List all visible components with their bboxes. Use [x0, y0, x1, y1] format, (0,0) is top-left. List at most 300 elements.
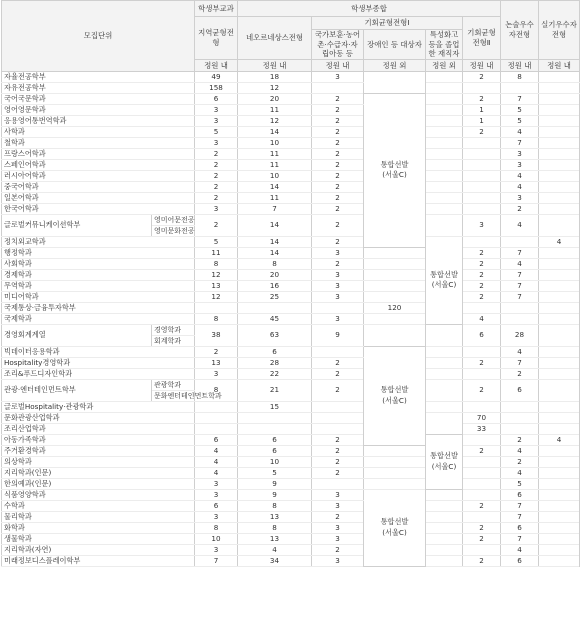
campus-label: (서울C) [382, 395, 407, 405]
empty-cell [539, 280, 580, 291]
quota-value: 2 [195, 214, 238, 236]
quota-value: 11 [195, 247, 238, 258]
quota-value: 8 [195, 522, 238, 533]
empty-cell [364, 258, 426, 269]
empty-cell [539, 170, 580, 181]
empty-cell [501, 423, 539, 434]
empty-cell [463, 401, 501, 412]
unit-name: 관광·엔터테인먼트학부 [2, 379, 152, 401]
table-row [2, 555, 580, 566]
table-row [2, 346, 580, 357]
table-row [2, 192, 580, 203]
quota-value: 7 [501, 291, 539, 302]
table-row [2, 533, 580, 544]
unit-name: 경영회계계열 [2, 324, 152, 346]
table-row [2, 544, 580, 555]
unit-name: 생물학과 [2, 533, 195, 544]
empty-cell [364, 456, 426, 467]
table-row [2, 126, 580, 137]
quota-value: 2 [463, 445, 501, 456]
quota-value: 1 [463, 115, 501, 126]
quota-value: 13 [195, 280, 238, 291]
quota-value: 3 [195, 203, 238, 214]
quota-value: 10 [195, 533, 238, 544]
empty-cell [463, 478, 501, 489]
table-row [2, 247, 580, 258]
quota-value: 2 [501, 368, 539, 379]
quota-value: 14 [238, 247, 312, 258]
empty-cell [426, 522, 463, 533]
empty-cell [426, 357, 463, 368]
header-opportunity1: 기회균형전형Ⅰ [312, 17, 463, 30]
quota-value: 4 [539, 434, 580, 445]
empty-cell [539, 456, 580, 467]
empty-cell [539, 148, 580, 159]
quota-value: 4 [539, 236, 580, 247]
quota-value: 33 [463, 423, 501, 434]
table-row [2, 93, 580, 104]
quota-value: 2 [312, 104, 364, 115]
header-opportunity2: 기회균형전형Ⅱ [463, 17, 501, 60]
empty-cell [539, 192, 580, 203]
quota-value: 2 [312, 368, 364, 379]
unit-name: 일본어학과 [2, 192, 195, 203]
header-neo: 네오르네상스전형 [238, 17, 312, 60]
quota-value: 8 [195, 258, 238, 269]
quota-value: 14 [238, 236, 312, 247]
empty-cell [501, 412, 539, 423]
quota-value: 2 [463, 71, 501, 82]
quota-value: 7 [501, 280, 539, 291]
quota-value: 49 [195, 71, 238, 82]
quota-value: 4 [501, 181, 539, 192]
quota-value: 3 [501, 159, 539, 170]
empty-cell [463, 236, 501, 247]
empty-cell [364, 247, 426, 258]
quota-value: 2 [312, 236, 364, 247]
quota-value: 5 [238, 467, 312, 478]
table-row [2, 214, 580, 225]
empty-cell [539, 522, 580, 533]
quota-value: 18 [238, 71, 312, 82]
header-practical: 실기우수자전형 [539, 1, 580, 60]
header-hs-school: 학생부교과 [195, 1, 238, 17]
empty-cell [539, 555, 580, 566]
table-row [2, 401, 580, 412]
unit-name: 행정학과 [2, 247, 195, 258]
quota-value: 7 [501, 357, 539, 368]
quota-value: 4 [501, 445, 539, 456]
quota-value: 158 [195, 82, 238, 93]
empty-cell [539, 269, 580, 280]
quota-value: 2 [312, 258, 364, 269]
quota-value: 16 [238, 280, 312, 291]
unit-name: 지리학과(자연) [2, 544, 195, 555]
quota-value: 70 [463, 412, 501, 423]
quota-value: 63 [238, 324, 312, 346]
empty-cell [463, 159, 501, 170]
integrated-label: 통합선발 [380, 517, 409, 527]
quota-value: 5 [195, 126, 238, 137]
quota-value: 4 [501, 170, 539, 181]
quota-value: 12 [238, 82, 312, 93]
unit-name: 빅데이터응용학과 [2, 346, 195, 357]
empty-cell [463, 456, 501, 467]
empty-cell [463, 148, 501, 159]
empty-cell [463, 181, 501, 192]
quota-value: 3 [312, 269, 364, 280]
empty-cell [312, 401, 364, 412]
quota-value: 2 [312, 511, 364, 522]
unit-name: 미디어학과 [2, 291, 195, 302]
quota-value: 2 [312, 456, 364, 467]
quota-value: 2 [312, 93, 364, 104]
unit-name: 러시아어학과 [2, 170, 195, 181]
unit-name: 정치외교학과 [2, 236, 195, 247]
empty-cell [539, 159, 580, 170]
quota-value: 2 [195, 170, 238, 181]
header-quota-in: 정원 내 [312, 59, 364, 71]
empty-cell [539, 368, 580, 379]
empty-cell [539, 401, 580, 412]
empty-cell [463, 511, 501, 522]
quota-value: 13 [195, 357, 238, 368]
table-row [2, 489, 580, 500]
empty-cell [539, 71, 580, 82]
quota-value: 2 [195, 346, 238, 357]
quota-value: 3 [501, 192, 539, 203]
quota-value: 2 [312, 467, 364, 478]
empty-cell [195, 412, 238, 423]
quota-value: 2 [312, 203, 364, 214]
unit-name: 자유전공학부 [2, 82, 195, 93]
quota-value: 6 [501, 489, 539, 500]
empty-cell [539, 324, 580, 346]
empty-cell [364, 269, 426, 280]
unit-name: 한의예과(인문) [2, 478, 195, 489]
table-row [2, 148, 580, 159]
header-national: 국가보훈·농어촌·수급자·자립아동 등 [312, 30, 364, 60]
empty-cell [539, 82, 580, 93]
empty-cell [539, 181, 580, 192]
quota-value: 7 [501, 533, 539, 544]
empty-cell [539, 478, 580, 489]
unit-name: 철학과 [2, 137, 195, 148]
table-row [2, 115, 580, 126]
empty-cell [539, 104, 580, 115]
table-row [2, 236, 580, 247]
quota-value: 12 [238, 115, 312, 126]
sub-unit-name: 관광학과 [152, 379, 195, 390]
empty-cell [426, 500, 463, 511]
empty-cell [364, 478, 426, 489]
quota-value: 2 [312, 115, 364, 126]
table-row [2, 137, 580, 148]
table-row [2, 357, 580, 368]
quota-value: 2 [312, 357, 364, 368]
quota-value: 7 [501, 93, 539, 104]
unit-name: 글로벌커뮤니케이션학부 [2, 214, 152, 236]
header-quota-out: 정원 외 [426, 59, 463, 71]
quota-value: 8 [501, 71, 539, 82]
table-row [2, 478, 580, 489]
empty-cell [539, 115, 580, 126]
quota-value: 3 [312, 555, 364, 566]
quota-value: 2 [463, 258, 501, 269]
empty-cell [364, 445, 426, 456]
unit-name: 영어영문학과 [2, 104, 195, 115]
quota-value: 11 [238, 192, 312, 203]
empty-cell [539, 511, 580, 522]
empty-cell [539, 500, 580, 511]
empty-cell [364, 467, 426, 478]
quota-value: 2 [501, 203, 539, 214]
table-row [2, 302, 580, 313]
table-row [2, 291, 580, 302]
integrated-selection-cell [426, 236, 463, 324]
empty-cell [539, 203, 580, 214]
unit-name: 국제통상·금융투자학부 [2, 302, 195, 313]
empty-cell [426, 137, 463, 148]
table-row [2, 82, 580, 93]
empty-cell [539, 126, 580, 137]
quota-value: 3 [312, 313, 364, 324]
quota-value: 8 [195, 379, 238, 401]
empty-cell [426, 104, 463, 115]
quota-value: 7 [501, 269, 539, 280]
table-row [2, 71, 580, 82]
campus-label: (서울C) [382, 527, 407, 537]
quota-value: 10 [238, 456, 312, 467]
empty-cell [426, 82, 463, 93]
empty-cell [426, 170, 463, 181]
empty-cell [539, 291, 580, 302]
quota-value: 20 [238, 93, 312, 104]
empty-cell [539, 445, 580, 456]
quota-value: 3 [195, 478, 238, 489]
table-row [2, 170, 580, 181]
unit-name: 지리학과(인문) [2, 467, 195, 478]
empty-cell [195, 302, 238, 313]
empty-cell [426, 368, 463, 379]
unit-name: 국어국문학과 [2, 93, 195, 104]
quota-value: 25 [238, 291, 312, 302]
quota-value: 14 [238, 126, 312, 137]
empty-cell [463, 192, 501, 203]
quota-value: 7 [501, 511, 539, 522]
quota-value: 6 [195, 434, 238, 445]
integrated-label: 통합선발 [430, 269, 458, 279]
quota-value: 3 [312, 522, 364, 533]
unit-name: 조리산업학과 [2, 423, 195, 434]
table-row [2, 467, 580, 478]
empty-cell [539, 412, 580, 423]
unit-name: 수학과 [2, 500, 195, 511]
quota-value: 4 [501, 126, 539, 137]
quota-value: 4 [501, 214, 539, 236]
quota-value: 3 [312, 71, 364, 82]
header-quota-in: 정원 내 [463, 59, 501, 71]
unit-name: 한국어학과 [2, 203, 195, 214]
empty-cell [426, 533, 463, 544]
quota-value: 15 [238, 401, 312, 412]
empty-cell [501, 302, 539, 313]
empty-cell [539, 544, 580, 555]
quota-value: 2 [312, 379, 364, 401]
quota-value: 4 [195, 445, 238, 456]
integrated-label: 통합선발 [380, 159, 409, 169]
quota-value: 12 [195, 269, 238, 280]
empty-cell [426, 192, 463, 203]
empty-cell [238, 302, 312, 313]
empty-cell [364, 313, 426, 324]
quota-value: 2 [195, 181, 238, 192]
empty-cell [426, 555, 463, 566]
quota-value: 120 [364, 302, 426, 313]
quota-value: 4 [501, 346, 539, 357]
empty-cell [364, 324, 426, 346]
unit-name: 사회학과 [2, 258, 195, 269]
empty-cell [426, 401, 463, 412]
empty-cell [426, 214, 463, 236]
unit-name: 중국어학과 [2, 181, 195, 192]
empty-cell [463, 170, 501, 181]
quota-value: 11 [238, 104, 312, 115]
sub-unit-name: 경영학과 [152, 324, 195, 335]
integrated-selection-cell [426, 434, 463, 489]
table-row [2, 324, 580, 335]
empty-cell [426, 71, 463, 82]
empty-cell [539, 346, 580, 357]
header-quota-in: 정원 내 [501, 59, 539, 71]
empty-cell [463, 203, 501, 214]
empty-cell [312, 82, 364, 93]
quota-value: 6 [238, 434, 312, 445]
quota-value: 3 [195, 511, 238, 522]
quota-value: 2 [463, 126, 501, 137]
quota-value: 6 [463, 324, 501, 346]
quota-value: 7 [501, 247, 539, 258]
header-regional: 지역균형전형 [195, 17, 238, 60]
header-essay: 논술우수자전형 [501, 1, 539, 60]
empty-cell [426, 511, 463, 522]
header-specialized: 특성화고 등을 졸업한 재직자 [426, 30, 463, 60]
empty-cell [195, 423, 238, 434]
quota-value: 7 [501, 500, 539, 511]
header-disabled: 장애인 등 대상자 [364, 30, 426, 60]
quota-value: 10 [238, 170, 312, 181]
campus-label: (서울C) [382, 170, 407, 180]
quota-value: 6 [238, 445, 312, 456]
quota-value: 45 [238, 313, 312, 324]
quota-value: 2 [463, 379, 501, 401]
empty-cell [539, 247, 580, 258]
integrated-selection-cell [364, 489, 426, 566]
sub-unit-name: 영미문화전공 [152, 225, 195, 236]
quota-value: 4 [501, 544, 539, 555]
quota-value: 2 [463, 500, 501, 511]
empty-cell [364, 71, 426, 93]
empty-cell [463, 346, 501, 357]
empty-cell [312, 478, 364, 489]
quota-value: 6 [501, 379, 539, 401]
quota-value: 2 [463, 247, 501, 258]
integrated-selection-cell [364, 346, 426, 445]
quota-value: 3 [312, 291, 364, 302]
unit-name: 사학과 [2, 126, 195, 137]
empty-cell [463, 467, 501, 478]
quota-value: 1 [463, 104, 501, 115]
unit-name: 자율전공학부 [2, 71, 195, 82]
quota-value: 7 [238, 203, 312, 214]
quota-value: 14 [238, 181, 312, 192]
empty-cell [539, 423, 580, 434]
empty-cell [312, 302, 364, 313]
quota-value: 11 [238, 148, 312, 159]
quota-value: 2 [312, 170, 364, 181]
table-row [2, 104, 580, 115]
quota-value: 9 [238, 478, 312, 489]
quota-value: 2 [195, 192, 238, 203]
campus-label: (서울C) [431, 280, 457, 290]
header-quota-out: 정원 외 [364, 59, 426, 71]
empty-cell [539, 467, 580, 478]
quota-value: 21 [238, 379, 312, 401]
quota-value: 2 [463, 280, 501, 291]
empty-cell [539, 533, 580, 544]
quota-value: 20 [238, 269, 312, 280]
empty-cell [312, 423, 364, 434]
quota-value: 2 [312, 148, 364, 159]
quota-value: 3 [195, 489, 238, 500]
quota-value: 2 [312, 445, 364, 456]
quota-value: 4 [195, 456, 238, 467]
table-row [2, 203, 580, 214]
quota-value: 2 [463, 357, 501, 368]
quota-value: 4 [463, 313, 501, 324]
unit-name: 국제학과 [2, 313, 195, 324]
quota-value: 6 [195, 93, 238, 104]
quota-value: 3 [195, 368, 238, 379]
empty-cell [463, 489, 501, 500]
table-row [2, 445, 580, 456]
empty-cell [312, 412, 364, 423]
empty-cell [501, 236, 539, 247]
empty-cell [539, 258, 580, 269]
quota-value: 7 [195, 555, 238, 566]
table-header [2, 1, 580, 72]
quota-value: 3 [195, 137, 238, 148]
empty-cell [539, 302, 580, 313]
quota-value: 4 [195, 467, 238, 478]
empty-cell [539, 93, 580, 104]
quota-value: 9 [238, 489, 312, 500]
empty-cell [463, 544, 501, 555]
empty-cell [539, 137, 580, 148]
empty-cell [463, 434, 501, 445]
empty-cell [539, 357, 580, 368]
table-row [2, 379, 580, 390]
quota-value: 22 [238, 368, 312, 379]
unit-name: 아동가족학과 [2, 434, 195, 445]
quota-value: 2 [312, 126, 364, 137]
quota-value: 34 [238, 555, 312, 566]
quota-value: 13 [238, 533, 312, 544]
table-row [2, 412, 580, 423]
empty-cell [426, 148, 463, 159]
table-row [2, 280, 580, 291]
empty-cell [426, 181, 463, 192]
